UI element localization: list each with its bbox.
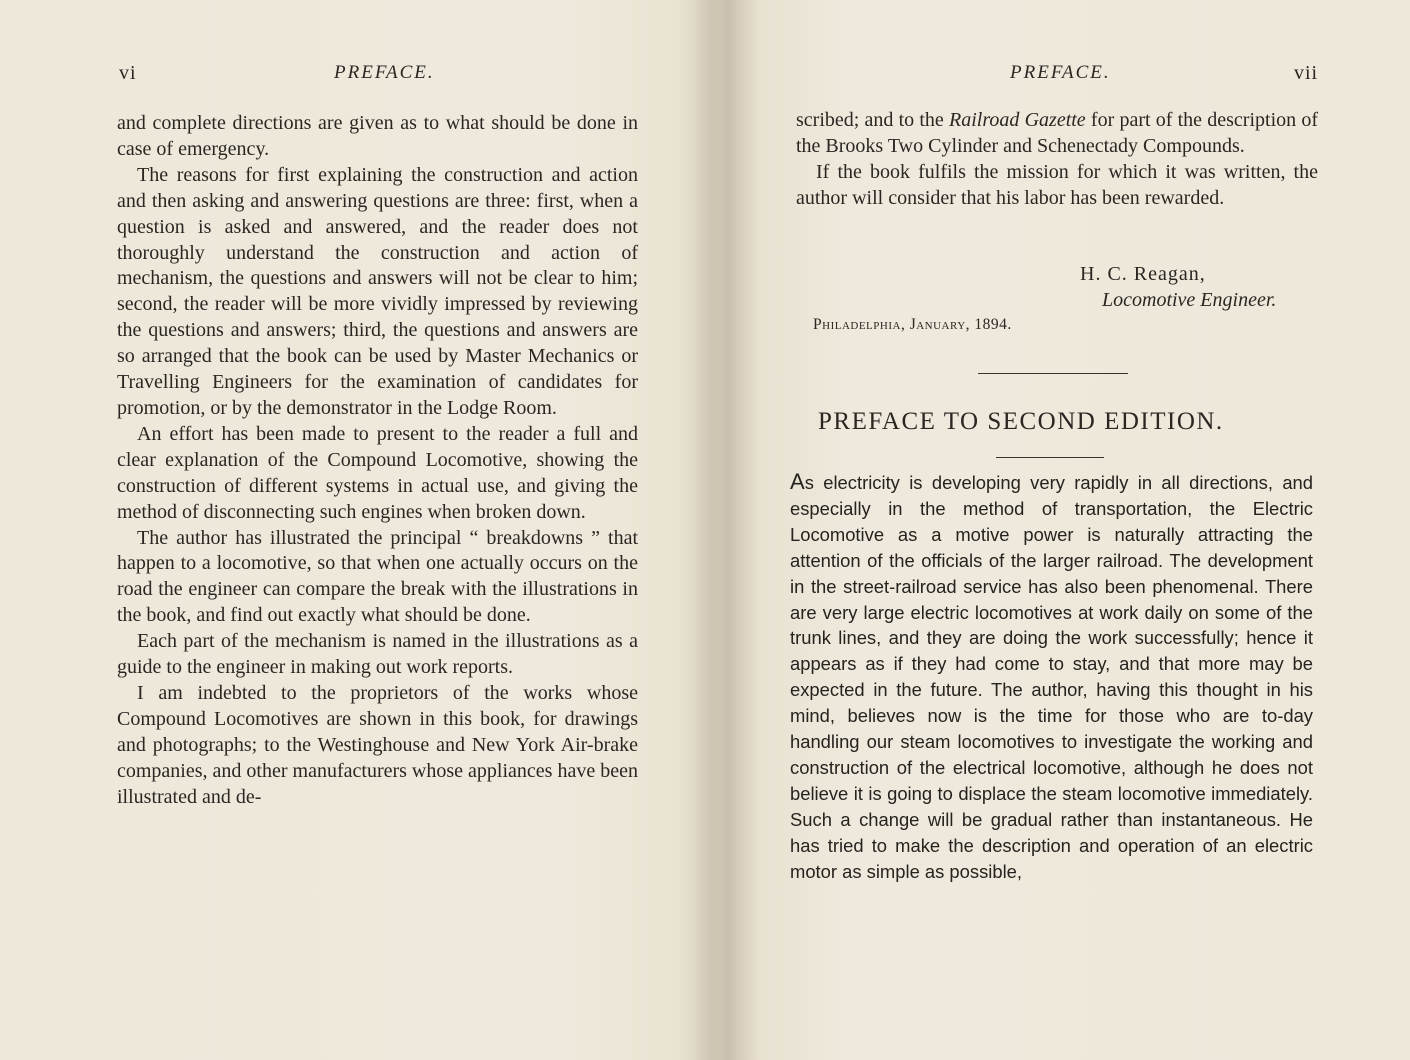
section-rule-top	[978, 373, 1128, 374]
right-paragraph-1-end: for part of the description of the Brooks Two Cylinder and Schenectady Compounds.	[796, 109, 1318, 157]
left-page	[0, 0, 700, 1060]
right-page-body	[796, 108, 1318, 212]
left-paragraph-2: The reasons for first explaining the construction and action and then asking and answering questions are three: first, when a question is asked and answered, and the reader does not thoroughly understand the construction and action of mechanism, the questions and answers will not be clear to him; second, the reader will be more vividly impressed by reviewing the questions and answers; third, the questions and answers are so arranged that the book can be used by Master Mechanics or Travelling Engineers for the examination of candidates for promotion, or by the demonstrator in the Lodge Room.	[117, 163, 638, 419]
signature-title: Locomotive Engineer.	[1102, 289, 1277, 311]
left-running-head: PREFACE.	[334, 62, 435, 83]
second-edition-body	[790, 469, 1313, 885]
right-page	[720, 0, 1410, 1060]
left-paragraph-4: The author has illustrated the principal “ breakdowns ” that happen to a locomotive, so that when one actually occurs on the road the engineer can compare the break with the illustrations in the book, and find out exactly what should be done.	[117, 526, 638, 627]
signature-name: H. C. Reagan,	[1080, 263, 1206, 285]
left-paragraph-5: Each part of the mechanism is named in the illustrations as a guide to the engineer in making out work reports.	[117, 630, 638, 679]
railroad-gazette-title: Railroad Gazette	[949, 109, 1086, 131]
right-running-head: PREFACE.	[1010, 62, 1111, 83]
left-paragraph-1: and complete directions are given as to what should be done in case of emergency.	[117, 112, 638, 160]
right-paragraph-1-start: scribed; and to the	[796, 109, 950, 131]
left-page-number: vi	[119, 62, 137, 84]
left-paragraph-6: I am indebted to the proprietors of the works whose Compound Locomotives are shown in this book, for drawings and photographs; to the Westinghouse and New York Air-brake companies, and other manufacturers whose appliances have been illustrated and de-	[117, 681, 638, 808]
right-paragraph-1	[796, 108, 1318, 160]
dateline: Philadelphia, January, 1894.	[813, 316, 1012, 333]
left-page-body	[117, 111, 638, 810]
right-page-number: vii	[1294, 62, 1319, 84]
right-paragraph-2: If the book fulfils the mission for which it was written, the author will consider that his labor has been rewarded.	[796, 160, 1318, 209]
left-paragraph-3: An effort has been made to present to the reader a full and clear explanation of the Compound Locomotive, showing the construction of different systems in actual use, and giving the method of disconnecting such engines when broken down.	[117, 422, 638, 523]
second-edition-paragraph: As electricity is developing very rapidly in all directions, and especially in the method of transportation, the Electric Locomotive as a motive power is naturally attracting the attention of the officials of the larger railroad. The development in the street-railroad service has also been phenomenal. There are very large electric locomotives at work daily on some of the trunk lines, and they are doing the work successfully; hence it appears as if they had come to stay, and that more may be expected in the future. The author, having this thought in his mind, believes now is the time for those who are to-day handling our steam locomotives to investigate the working and construction of the electrical locomotive, although he does not believe it is going to displace the steam locomotive immediately. Such a change will be gradual rather than instantaneous. He has tried to make the description and operation of an electric motor as simple as possible,	[790, 469, 1313, 882]
section-title: PREFACE TO SECOND EDITION.	[818, 408, 1224, 435]
section-rule-bottom	[996, 457, 1104, 458]
